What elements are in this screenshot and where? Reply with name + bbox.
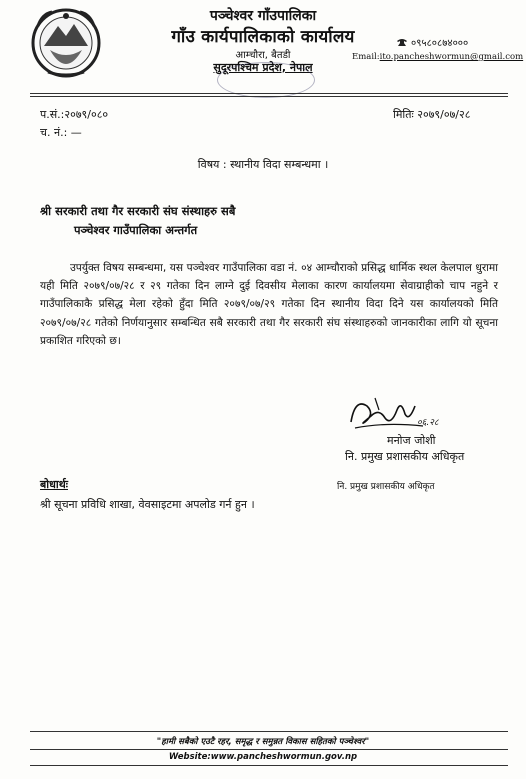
dispatch-number: च. नं.: — [40, 126, 82, 139]
email-contact [352, 52, 523, 62]
letter-date: मितिः २०७९/०७/२८ [393, 108, 471, 121]
footer-slogan: "हामी सबैको एउटै रहर, समृद्ध र समुन्नत विकास सहितको पञ्चेश्वर" [156, 737, 370, 747]
letter-body [40, 259, 498, 350]
office-location: आम्चौरा, बैतडी [235, 50, 291, 61]
phone-contact [396, 35, 468, 49]
addressee-line-1: श्री सरकारी तथा गैर सरकारी संघ संस्थाहरु सबै [40, 204, 236, 218]
email-label: Email: [352, 52, 380, 62]
seal-title: नि. प्रमुख प्रशासकीय अधिकृत [337, 482, 435, 492]
footer-divider-top [30, 731, 508, 732]
signer-title: नि. प्रमुख प्रशासकीय अधिकृत [345, 450, 465, 463]
letter-body-text: उपर्युक्त विषय सम्बन्धमा, यस पञ्चेश्वर गाउँपालिका वडा नं. ०४ आम्चौराको प्रसिद्ध धार्मिक स्थल केलपाल धुरामा यही मिति २०७९/०७/२८ र २९ गतेका दिन लाग्ने दुई दिवसीय मेलाका कारण कार्यालयमा सेवाग्राहीको चाप नहुने र गाउँपालिकाकै प्रसिद्ध मेला रहेको हुँदा मिति २०७९/०७/२९ गतेका दिन स्थानीय विदा दिने यस कार्यालयको मिति २०७९/०७/२८ गतेको निर्णयानुसार सम्बन्धित सबै सरकारी तथा गैर सरकारी संघ संस्थाहरुको जानकारीका लागि यो सूचना प्रकाशित गरिएको छ। [40, 262, 498, 347]
signer-name: मनोज जोशी [387, 434, 436, 447]
footer-divider-middle [30, 749, 508, 750]
cc-label: बोधार्थः [40, 478, 68, 491]
footer-divider-bottom [30, 765, 508, 766]
signature-date: ०६.२८ [417, 418, 439, 428]
office-name: गाँउ कार्यपालिकाको कार्यालय [171, 27, 355, 47]
handwritten-signature [345, 392, 435, 436]
cc-recipient: श्री सूचना प्रविधि शाखा, वेवसाइटमा अपलोड गर्न हुन । [40, 498, 255, 511]
header-divider-top [30, 93, 508, 94]
addressee-line-2: पञ्चेश्वर गाउँपालिका अन्तर्गत [74, 223, 198, 237]
email-link[interactable]: ito.pancheshwormun@gmail.com [379, 52, 524, 62]
office-province: सुदूरपश्चिम प्रदेश, नेपाल [213, 61, 313, 74]
letter-subject: विषय : स्थानीय विदा सम्बन्धमा । [197, 158, 329, 171]
header-divider-bottom [30, 96, 508, 97]
telephone-icon [396, 38, 408, 47]
footer-website[interactable]: Website:www.pancheshwormun.gov.np [168, 752, 358, 762]
phone-number: ०९५८०८७४००० [411, 38, 469, 49]
reference-number: प.सं.:२०७९/०८० [40, 108, 109, 121]
municipality-name: पञ्चेश्वर गाँउपालिका [209, 8, 317, 24]
